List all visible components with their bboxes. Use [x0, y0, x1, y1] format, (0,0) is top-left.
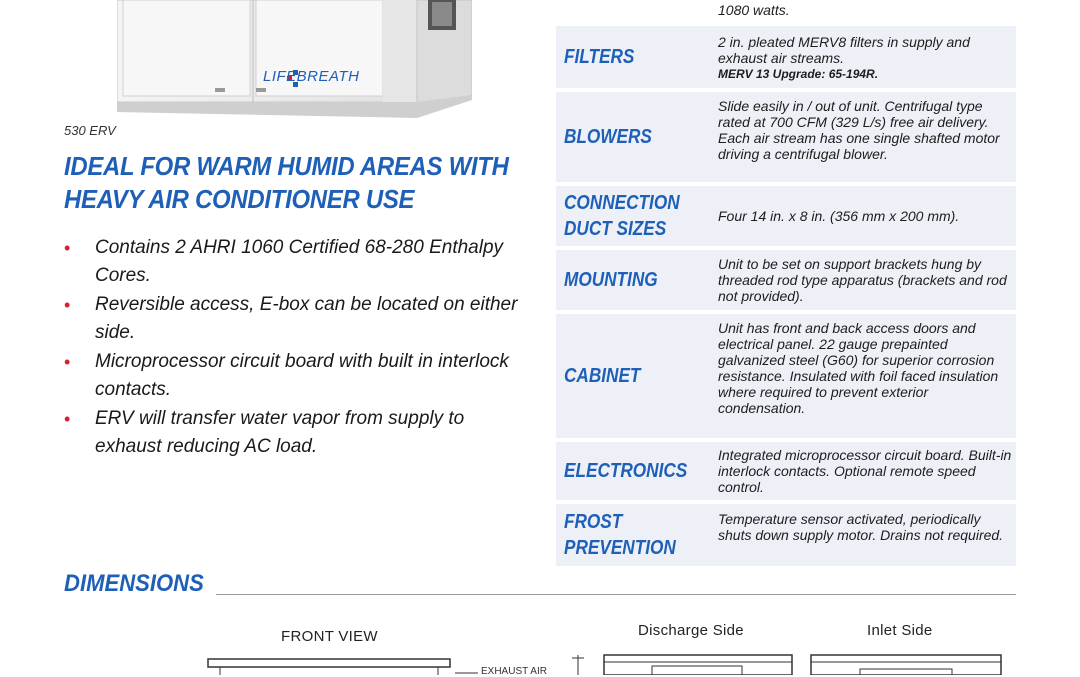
feature-list [64, 234, 534, 462]
spec-value: Four 14 in. x 8 in. (356 mm x 200 mm). [718, 208, 960, 224]
spec-label: CONNECTION [564, 192, 680, 214]
inlet-side-label: Inlet Side [867, 622, 933, 639]
spec-label: ELECTRONICS [564, 460, 688, 482]
spec-label: FILTERS [564, 46, 635, 68]
spec-value: Slide easily in / out of unit. Centrifugal type rated at 700 CFM (329 L/s) free air delivery. Each air stream has one single shafted motor driving a centrifugal blower. [718, 98, 1000, 162]
spec-value: Integrated microprocessor circuit board. Built-in interlock contacts. Optional remote speed control. [718, 447, 1012, 495]
spec-value: Temperature sensor activated, periodically shuts down supply motor. Drains not required. [718, 511, 1004, 543]
product-caption: 530 ERV [64, 123, 116, 138]
front-view-label: FRONT VIEW [281, 628, 378, 645]
spec-value: 2 in. pleated MERV8 filters in supply and exhaust air streams. MERV 13 Upgrade: 65-194R. [718, 34, 1014, 82]
bullet-icon: • [64, 409, 71, 429]
exhaust-air-label: EXHAUST AIR [481, 666, 547, 677]
spec-row-electronics [556, 442, 1016, 500]
spec-value: Unit to be set on support brackets hung by threaded rod type apparatus (brackets and rod not provided). [718, 256, 1007, 304]
spec-row-frost [556, 504, 1016, 566]
spec-label: MOUNTING [564, 269, 658, 291]
spec-label: PREVENTION [564, 537, 676, 559]
spec-row-filters [556, 26, 1016, 88]
brand-logo: LIFEBREATH [263, 68, 360, 85]
spec-label: DUCT SIZES [564, 218, 667, 240]
bullet-icon: • [64, 238, 71, 258]
feature-item: • Contains 2 AHRI 1060 Certified 68-280 Enthalpy Cores. [64, 234, 534, 290]
spec-label: BLOWERS [564, 126, 652, 148]
bullet-icon: • [64, 295, 71, 315]
erv-unit-image [117, 0, 472, 118]
headline [64, 150, 509, 216]
spec-row-fragment [556, 0, 1016, 22]
spec-row-blowers [556, 92, 1016, 182]
bullet-icon: • [64, 352, 71, 372]
spec-row-mounting [556, 250, 1016, 310]
product-photo [117, 0, 472, 118]
spec-value: 1080 watts. [718, 2, 790, 18]
section-divider [216, 594, 1016, 595]
spec-label: CABINET [564, 365, 641, 387]
headline-line-2: HEAVY AIR CONDITIONER USE [64, 184, 415, 214]
feature-item: • ERV will transfer water vapor from supply to exhaust reducing AC load. [64, 405, 534, 461]
spec-row-connection [556, 186, 1016, 246]
headline-line-1: IDEAL FOR WARM HUMID AREAS WITH [64, 151, 509, 181]
feature-item: • Microprocessor circuit board with built in interlock contacts. [64, 348, 534, 404]
dimensions-title: DIMENSIONS [64, 570, 204, 597]
spec-value: Unit has front and back access doors and electrical panel. 22 gauge prepainted galvanized steel (G60) for superior corrosion resistance. Insulated with foil faced insulation where required to prevent exterior condensation. [718, 320, 999, 416]
discharge-side-label: Discharge Side [638, 622, 744, 639]
spec-value-upgrade: MERV 13 Upgrade: 65-194R. [718, 67, 879, 81]
spec-row-cabinet [556, 314, 1016, 438]
spec-label: FROST [564, 511, 623, 533]
feature-item: • Reversible access, E-box can be located on either side. [64, 291, 534, 347]
